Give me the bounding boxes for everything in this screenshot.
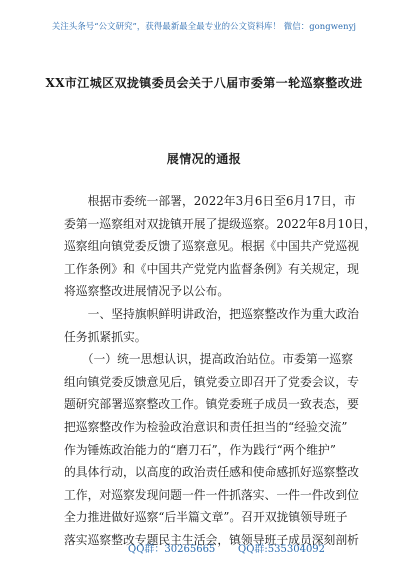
- body-line: 全力推进做好巡察“后半篇文章”。召开双拢镇领导班子: [64, 510, 348, 525]
- body-line: 一、坚持旗帜鲜明讲政治，把巡察整改作为重大政治: [64, 306, 359, 321]
- banner-text: 关注头条号“公文研究”，获得最新最全最专业的公文资料库！ 微信：gongwenyj: [51, 21, 357, 31]
- body-line: 工作条例》和《中国共产党党内监督条例》有关规定，现: [64, 261, 359, 276]
- body-line: 工作，对巡察发现问题一件一件抓落实、一件一件改到位: [64, 487, 359, 502]
- body-line: 作为锤炼政治能力的“磨刀石”，作为践行“两个维护”: [64, 442, 336, 457]
- body-line: 组向镇党委反馈意见后，镇党委立即召开了党委会议，专: [64, 374, 359, 389]
- body-line: 委第一巡察组对双拢镇开展了提级巡察。2022年8月10日，: [64, 216, 377, 231]
- body-line: 根据市委统一部署，2022年3月6日至6月17日，市: [64, 194, 356, 208]
- body-line: 任务抓紧抓实。: [64, 329, 147, 344]
- footer-qq-group-1: QQ群：30265665: [128, 544, 216, 555]
- document-title-line-1: XX市江城区双拢镇委员会关于八届市委第一轮巡察整改进: [45, 76, 363, 90]
- body-line: （一）统一思想认识，提高政治站位。市委第一巡察: [64, 352, 354, 367]
- footer: [0, 538, 408, 558]
- body-line: 题研究部署巡察整改工作。镇党委班子成员一致表态，要: [64, 397, 359, 412]
- body-line: 把巡察整改作为检验政治意识和责任担当的“经验交流”: [64, 419, 348, 434]
- footer-qq-group-2: QQ群:535304092: [238, 544, 326, 555]
- body-line: 的具体行动，以高度的政治责任感和使命感抓好巡察整改: [64, 465, 359, 480]
- body-line: 巡察组向镇党委反馈了巡察意见。根据《中国共产党巡视: [64, 239, 359, 254]
- body-line: 落实巡察整改专题民主生活会，镇领导班子成员深刻剖析: [64, 532, 359, 547]
- document-body: [64, 190, 377, 552]
- document-title-line-2: 展情况的通报: [166, 152, 242, 166]
- body-line: 将巡察整改进展情况予以公布。: [64, 284, 230, 299]
